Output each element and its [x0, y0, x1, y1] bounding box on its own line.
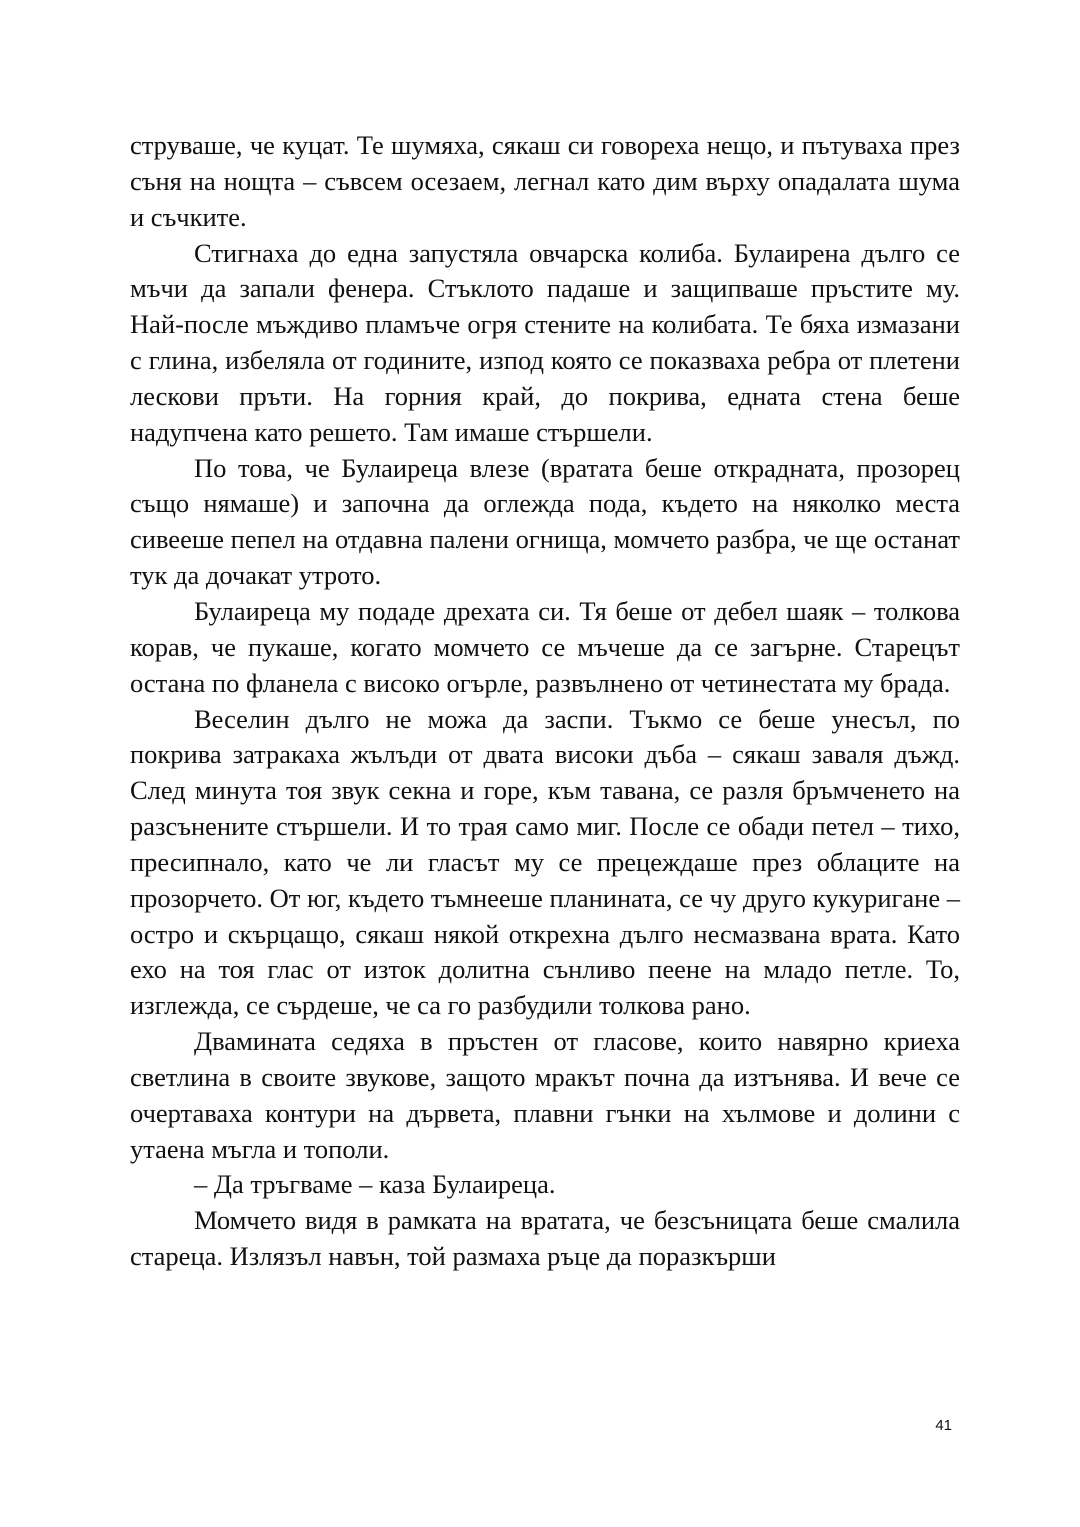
paragraph-5: Веселин дълго не можа да заспи. Тъкмо се беше унесъл, по покрива затракаха жълъди от двата високи дъба – сякаш заваля дъжд. След минута тоя звук секна и горе, към тавана, се разля бръмченето на разсънените стършели. И то трая само миг. После се обади петел – тихо, пресипнало, като че ли гласът му се прецеждаше през облаците на прозорчето. От юг, където тъмнееше планината, се чу друго кукуригане – остро и скърцащо, сякаш някой открехна дълго несмазвана врата. Като ехо на тоя глас от изток долитна сънливо пеене на младо петле. То, изглежда, се сърдеше, че са го разбудили толкова рано.: [130, 703, 960, 1021]
page-number: 41: [935, 1417, 952, 1434]
paragraph-7: – Да тръгваме – каза Булаиреца.: [194, 1169, 556, 1200]
text-body: [130, 128, 960, 1275]
paragraph-8: Момчето видя в рамката на вратата, че безсъницата беше смалила стареца. Излязъл навън, той размаха ръце да поразкърши: [130, 1205, 960, 1272]
paragraph-6: Двамината седяха в пръстен от гласове, които навярно криеха светлина в своите звукове, защото мракът почна да изтънява. И вече се очертаваха контури на дървета, плавни гънки на хълмове и долини с утаена мъгла и тополи.: [130, 1026, 960, 1164]
paragraph-1: струваше, че куцат. Те шумяха, сякаш си говореха нещо, и пътуваха през съня на нощта – съвсем осезаем, легнал като дим върху опадалата шума и съчките.: [130, 130, 960, 232]
paragraph-4: Булаиреца му подаде дрехата си. Тя беше от дебел шаяк – толкова корав, че пукаше, когато момчето се мъчеше да се загърне. Старецът остана по фланела с високо огърле, развълнено от четинестата му брада.: [130, 595, 960, 698]
paragraph-2: Стигнаха до една запустяла овчарска колиба. Булаирена дълго се мъчи да запали фенера. Стъклото падаше и защипваше пръстите му. Най-после мъждиво пламъче огря стените на колибата. Те бяха измазани с глина, избеляла от годините, изпод която се показваха ребра от плетени лескови пръти. На горния край, до покрива, едната стена беше надупчена като решето. Там имаше стършели.: [130, 237, 960, 447]
paragraph-3: По това, че Булаиреца влезе (вратата беше открадната, прозорец също нямаше) и започна да оглежда пода, където на няколко места сивееше пепел на отдавна палени огнища, момчето разбра, че ще останат тук да дочакат утрото.: [130, 452, 960, 591]
